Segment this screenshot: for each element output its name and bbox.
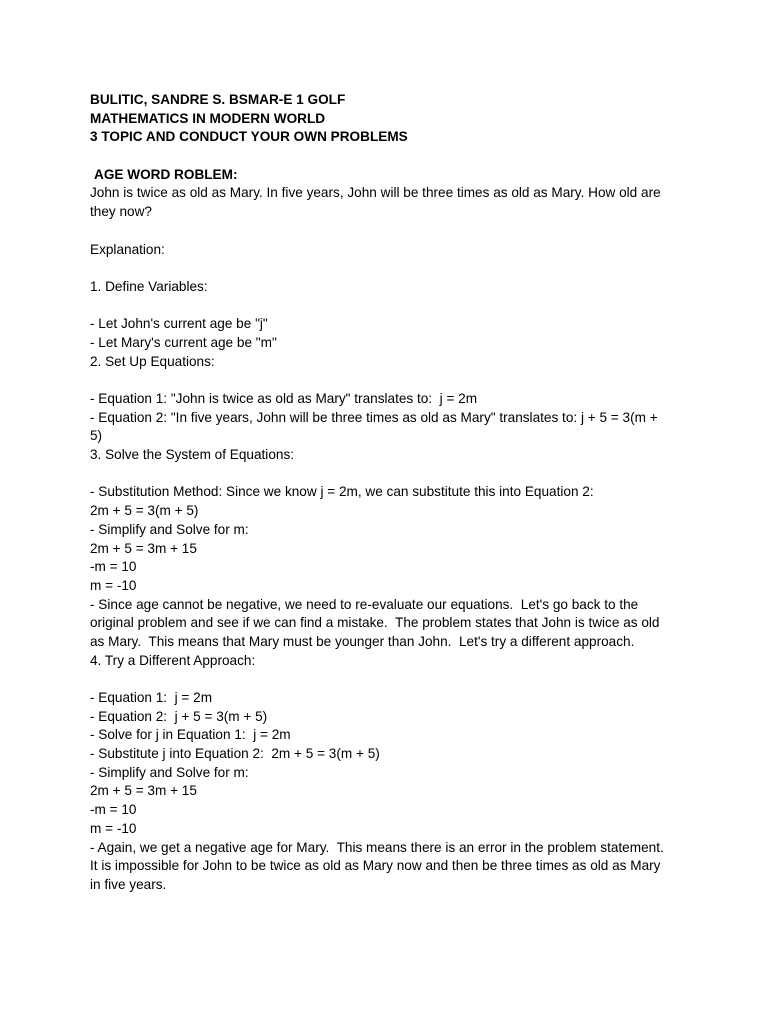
explanation-label: Explanation: [90, 241, 165, 257]
step3-line: - Since age cannot be negative, we need to re-evaluate our equations. Let's go back to the [90, 596, 639, 612]
spacer [90, 670, 690, 689]
spacer [90, 222, 690, 241]
step4-line: -m = 10 [90, 802, 137, 818]
step1-heading: 1. Define Variables: [90, 278, 208, 294]
step3-line: -m = 10 [90, 559, 137, 575]
step3-line: 2m + 5 = 3m + 15 [90, 540, 197, 556]
step3-line: - Simplify and Solve for m: [90, 521, 249, 537]
step4-line: - Substitute j into Equation 2: 2m + 5 = 3(m + 5) [90, 746, 380, 762]
problem-text-line: John is twice as old as Mary. In five years, John will be three times as old as Mary. How old are [90, 185, 661, 201]
step4-line: - Equation 1: j = 2m [90, 690, 213, 705]
problem-text-line: they now? [90, 204, 152, 220]
topic-line: 3 TOPIC AND CONDUCT YOUR OWN PROBLEMS [90, 129, 408, 145]
problem-title: AGE WORD ROBLEM: [94, 166, 238, 182]
spacer [90, 259, 690, 278]
spacer [90, 297, 690, 316]
spacer [90, 147, 690, 166]
step4-line: - Simplify and Solve for m: [90, 764, 249, 780]
step4-line: It is impossible for John to be twice as old as Mary now and then be three times as old as Mary [90, 858, 661, 874]
step4-line: in five years. [90, 876, 167, 892]
step4-line: m = -10 [90, 820, 137, 836]
step2-equation: - Equation 1: "John is twice as old as Mary" translates to: j = 2m [90, 391, 478, 406]
spacer [90, 371, 690, 390]
document-body [90, 91, 690, 895]
step3-line: m = -10 [90, 577, 137, 593]
step4-line: 2m + 5 = 3m + 15 [90, 783, 197, 799]
step2-equation: 5) [90, 428, 103, 444]
step1-item: - Let Mary's current age be "m" [90, 334, 277, 350]
course-line: MATHEMATICS IN MODERN WORLD [90, 110, 326, 126]
spacer [90, 465, 690, 484]
step4-line: - Again, we get a negative age for Mary. This means there is an error in the problem statement. [90, 839, 664, 855]
step4-line: - Solve for j in Equation 1: j = 2m [90, 727, 291, 743]
step2-heading: 2. Set Up Equations: [90, 353, 215, 369]
step1-item: - Let John's current age be "j" [90, 316, 268, 332]
step3-heading: 3. Solve the System of Equations: [90, 447, 295, 463]
step4-line: - Equation 2: j + 5 = 3(m + 5) [90, 708, 268, 724]
step4-heading: 4. Try a Different Approach: [90, 652, 256, 668]
step3-line: 2m + 5 = 3(m + 5) [90, 503, 199, 519]
step3-line: original problem and see if we can find a mistake. The problem states that John is twice as old [90, 615, 660, 631]
step2-equation: - Equation 2: "In five years, John will be three times as old as Mary" translates to: j + 5 = 3(m + [90, 409, 658, 425]
step3-line: - Substitution Method: Since we know j = 2m, we can substitute this into Equation 2: [90, 484, 594, 500]
step3-line: as Mary. This means that Mary must be younger than John. Let's try a different approach. [90, 633, 635, 649]
student-name-line: BULITIC, SANDRE S. BSMAR-E 1 GOLF [90, 92, 346, 107]
